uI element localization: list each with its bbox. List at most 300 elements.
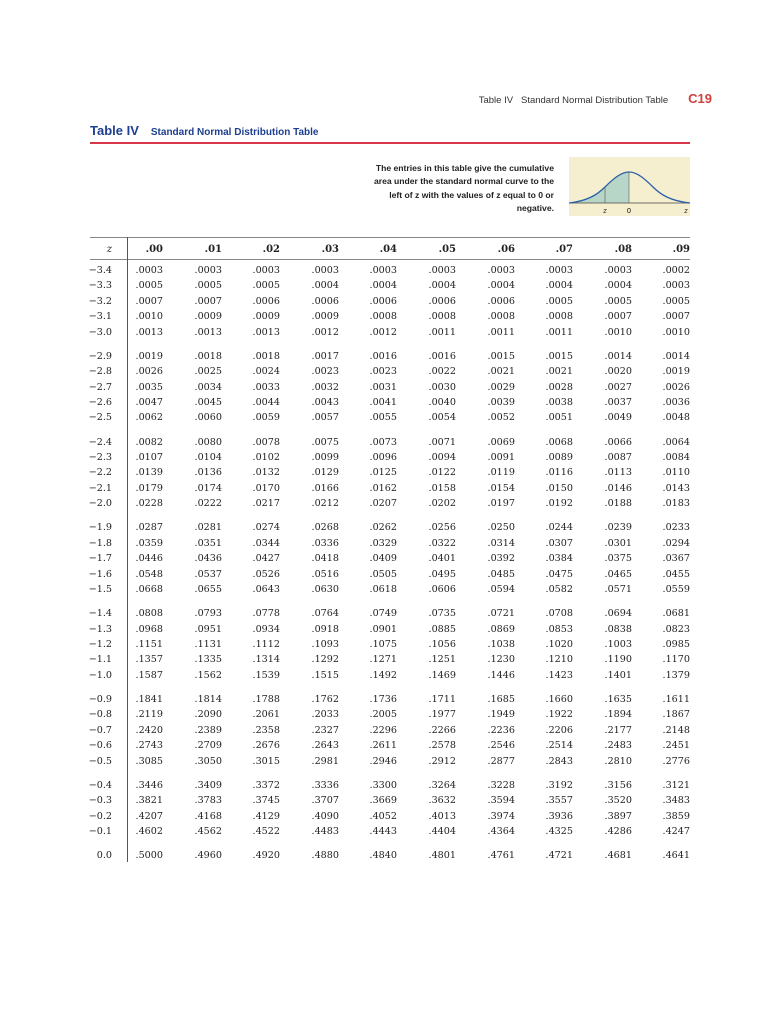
table-cell: .2420 xyxy=(135,724,163,736)
table-cell: .3707 xyxy=(311,795,339,807)
table-cell: .0132 xyxy=(252,467,280,479)
table-cell: .0075 xyxy=(311,436,339,448)
table-cell: .3264 xyxy=(428,779,456,791)
table-cell: .0329 xyxy=(369,537,397,549)
table-cell: .0026 xyxy=(662,381,690,393)
table-cell: .1711 xyxy=(428,694,456,705)
table-cell: .0104 xyxy=(194,452,222,463)
table-cell: .0537 xyxy=(194,568,222,580)
table-description: The entries in this table give the cumulative area under the standard normal curve to the left of z with the values of z equal to 0 or negative. xyxy=(373,163,554,213)
table-cell: .0359 xyxy=(135,537,163,549)
table-cell: .0059 xyxy=(252,412,280,424)
table-cell: .1635 xyxy=(604,694,632,705)
table-cell: .4761 xyxy=(487,850,515,862)
z-value-cell: −0.2 xyxy=(88,810,112,822)
z-value-cell: −2.7 xyxy=(88,381,112,393)
table-cell: .0162 xyxy=(369,482,397,494)
table-cell: .1894 xyxy=(604,709,632,721)
normal-curve-graphic xyxy=(569,157,690,216)
table-cell: .2327 xyxy=(311,724,339,736)
table-cell: .0392 xyxy=(487,553,515,565)
z-value-cell: 0.0 xyxy=(96,850,112,862)
table-cell: .5000 xyxy=(135,850,163,862)
running-head-text: Table IV Standard Normal Distribution Table xyxy=(478,95,669,106)
table-cell: .0455 xyxy=(662,568,690,580)
table-cell: .2877 xyxy=(487,755,515,767)
table-cell: .2266 xyxy=(428,724,456,736)
table-cell: .2061 xyxy=(252,709,280,721)
table-cell: .0030 xyxy=(428,381,456,393)
table-cell: .0301 xyxy=(604,537,632,549)
table-cell: .4880 xyxy=(311,850,339,862)
table-cell: .0166 xyxy=(311,482,339,494)
table-cell: .3557 xyxy=(545,795,573,807)
table-cell: .4247 xyxy=(662,826,690,837)
table-cell: .0110 xyxy=(662,467,690,479)
table-cell: .3936 xyxy=(545,810,573,822)
table-cell: .0003 xyxy=(428,265,456,276)
title-rule xyxy=(90,142,690,144)
table-cell: .0239 xyxy=(604,522,632,534)
table-cell: .0150 xyxy=(545,482,573,494)
table-cell: .4325 xyxy=(545,826,573,837)
table-cell: .0051 xyxy=(545,412,573,424)
column-header: .00 xyxy=(145,244,163,255)
table-cell: .1335 xyxy=(194,654,222,666)
table-cell: .0014 xyxy=(604,350,632,362)
table-cell: .3821 xyxy=(135,795,163,807)
table-cell: .0207 xyxy=(369,498,397,510)
table-cell: .0003 xyxy=(194,265,222,276)
table-cell: .0287 xyxy=(135,522,163,534)
table-cell: .3859 xyxy=(662,810,690,822)
table-cell: .0655 xyxy=(194,584,222,595)
table-cell: .4090 xyxy=(311,810,339,822)
table-cell: .1170 xyxy=(662,654,690,666)
table-cell: .0885 xyxy=(428,623,456,635)
table-cell: .1611 xyxy=(662,694,690,705)
table-cell: .0010 xyxy=(135,311,163,323)
table-cell: .0078 xyxy=(252,436,280,448)
table-cell: .0005 xyxy=(545,295,573,307)
table-cell: .2743 xyxy=(135,740,163,752)
table-cell: .0039 xyxy=(487,397,515,408)
z-value-cell: −1.1 xyxy=(88,654,112,666)
table-cell: .0066 xyxy=(604,436,632,448)
table-cell: .0008 xyxy=(369,311,397,323)
table-cell: .0031 xyxy=(369,381,397,393)
table-cell: .1292 xyxy=(311,654,339,666)
table-cell: .0571 xyxy=(604,584,632,595)
z-value-cell: −3.0 xyxy=(88,326,112,338)
table-cell: .0004 xyxy=(604,280,632,292)
table-cell: .3228 xyxy=(487,779,515,791)
table-cell: .0375 xyxy=(604,553,632,565)
table-cell: .0006 xyxy=(311,295,339,307)
table-cell: .0055 xyxy=(369,412,397,424)
table-cell: .0021 xyxy=(487,366,515,378)
table-cell: .0096 xyxy=(369,452,397,463)
table-cell: .3594 xyxy=(487,795,515,807)
table-cell: .0418 xyxy=(311,553,339,565)
table-cell: .0082 xyxy=(135,436,163,448)
table-cell: .0951 xyxy=(194,623,222,635)
table-cell: .4522 xyxy=(252,826,280,837)
column-header: .02 xyxy=(262,244,280,255)
table-cell: .0029 xyxy=(487,381,515,393)
table-cell: .1539 xyxy=(252,669,280,681)
z-value-cell: −1.9 xyxy=(88,522,112,534)
table-cell: .0113 xyxy=(604,467,632,479)
table-title xyxy=(90,123,319,138)
table-cell: .2946 xyxy=(369,755,397,767)
table-cell: .0367 xyxy=(662,553,690,565)
table-cell: .0026 xyxy=(135,366,163,378)
table-cell: .0073 xyxy=(369,436,397,448)
table-cell: .4960 xyxy=(194,850,222,862)
table-cell: .0017 xyxy=(311,350,339,362)
table-cell: .0047 xyxy=(135,397,163,408)
z-value-cell: −1.3 xyxy=(88,623,112,635)
table-cell: .0146 xyxy=(604,482,632,494)
table-cell: .0735 xyxy=(428,608,456,620)
table-cell: .0005 xyxy=(604,295,632,307)
table-cell: .0336 xyxy=(311,537,339,549)
table-cell: .0018 xyxy=(194,350,222,362)
table-cell: .0250 xyxy=(487,522,515,534)
table-cell: .0012 xyxy=(311,326,339,338)
table-cell: .0033 xyxy=(252,381,280,393)
table-cell: .0838 xyxy=(604,623,632,635)
z-value-cell: −2.3 xyxy=(88,452,112,463)
table-cell: .0060 xyxy=(194,412,222,424)
table-cell: .0122 xyxy=(428,467,456,479)
table-cell: .0015 xyxy=(487,350,515,362)
table-cell: .0694 xyxy=(604,608,632,620)
table-cell: .1562 xyxy=(194,669,222,681)
table-cell: .2643 xyxy=(311,740,339,752)
table-cell: .3050 xyxy=(194,755,222,767)
table-cell: .3015 xyxy=(252,755,280,767)
table-cell: .0643 xyxy=(252,584,280,595)
table-cell: .1685 xyxy=(487,694,515,705)
table-cell: .0107 xyxy=(135,452,163,463)
table-cell: .0016 xyxy=(369,350,397,362)
table-cell: .0038 xyxy=(545,397,573,408)
table-cell: .0003 xyxy=(487,265,515,276)
table-name: Standard Normal Distribution Table xyxy=(150,127,319,138)
z-value-cell: −1.6 xyxy=(88,568,112,580)
z-value-cell: −1.8 xyxy=(88,537,112,549)
table-cell: .0668 xyxy=(135,584,163,595)
table-cell: .0143 xyxy=(662,482,690,494)
z-value-cell: −1.4 xyxy=(88,608,112,620)
table-cell: .0037 xyxy=(604,397,632,408)
table-cell: .2843 xyxy=(545,755,573,767)
table-cell: .0028 xyxy=(545,381,573,393)
z-value-cell: −2.5 xyxy=(88,412,112,424)
table-cell: .0256 xyxy=(428,522,456,534)
table-cell: .0071 xyxy=(428,436,456,448)
table-cell: .2451 xyxy=(662,740,690,752)
table-cell: .2981 xyxy=(311,755,339,767)
table-cell: .0010 xyxy=(604,326,632,338)
table-cell: .0041 xyxy=(369,397,397,408)
table-cell: .3156 xyxy=(604,779,632,791)
table-cell: .0014 xyxy=(662,350,690,362)
table-cell: .0091 xyxy=(487,452,515,463)
table-cell: .0004 xyxy=(311,280,339,292)
table-cell: .1469 xyxy=(428,669,456,681)
z-value-cell: −1.2 xyxy=(88,639,112,650)
table-cell: .1093 xyxy=(311,639,339,650)
table-cell: .3974 xyxy=(487,810,515,822)
z-value-cell: −0.5 xyxy=(88,755,112,767)
z-value-cell: −2.1 xyxy=(88,482,112,494)
table-cell: .0197 xyxy=(487,498,515,510)
table-cell: .0004 xyxy=(487,280,515,292)
table-cell: .0048 xyxy=(662,412,690,424)
table-cell: .0011 xyxy=(428,326,456,338)
table-cell: .2483 xyxy=(604,740,632,752)
table-cell: .0136 xyxy=(194,467,222,479)
table-cell: .3483 xyxy=(662,795,690,807)
table-cell: .0749 xyxy=(369,608,397,620)
column-header: .06 xyxy=(497,244,515,255)
table-cell: .0174 xyxy=(194,482,222,494)
table-cell: .0409 xyxy=(369,553,397,565)
table-cell: .2148 xyxy=(662,724,690,736)
table-cell: .0119 xyxy=(487,467,515,479)
table-cell: .3632 xyxy=(428,795,456,807)
table-cell: .0314 xyxy=(487,537,515,549)
table-cell: .0062 xyxy=(135,412,163,424)
table-cell: .0040 xyxy=(428,397,456,408)
table-cell: .0015 xyxy=(545,350,573,362)
table-cell: .2005 xyxy=(369,709,397,721)
table-cell: .1151 xyxy=(135,639,163,650)
table-cell: .1515 xyxy=(311,669,339,681)
table-cell: .0202 xyxy=(428,498,456,510)
z-value-cell: −0.6 xyxy=(88,740,112,752)
table-cell: .2236 xyxy=(487,724,515,736)
table-cell: .0021 xyxy=(545,366,573,378)
z-value-cell: −1.7 xyxy=(88,553,112,565)
table-cell: .0869 xyxy=(487,623,515,635)
table-cell: .0043 xyxy=(311,397,339,408)
table-cell: .0606 xyxy=(428,584,456,595)
table-cell: .0401 xyxy=(428,553,456,565)
column-header: .08 xyxy=(614,244,632,255)
table-cell: .0985 xyxy=(662,639,690,650)
table-cell: .0052 xyxy=(487,412,515,424)
table-cell: .3372 xyxy=(252,779,280,791)
table-cell: .1977 xyxy=(428,709,456,721)
table-cell: .1112 xyxy=(252,639,280,650)
table-cell: .1788 xyxy=(252,694,280,705)
table-cell: .0057 xyxy=(311,412,339,424)
table-cell: .0003 xyxy=(135,265,163,276)
table-cell: .0035 xyxy=(135,381,163,393)
table-cell: .0485 xyxy=(487,568,515,580)
table-cell: .2709 xyxy=(194,740,222,752)
table-cell: .2119 xyxy=(135,709,163,721)
figure-axis-z-label: z xyxy=(684,207,688,215)
table-cell: .3085 xyxy=(135,755,163,767)
table-cell: .0019 xyxy=(662,366,690,378)
table-cell: .0808 xyxy=(135,608,163,620)
table-cell: .3336 xyxy=(311,779,339,791)
figure-zero-label: 0 xyxy=(627,208,631,215)
table-cell: .1020 xyxy=(545,639,573,650)
table-cell: .2177 xyxy=(604,724,632,736)
table-cell: .0089 xyxy=(545,452,573,463)
table-cell: .0721 xyxy=(487,608,515,620)
table-cell: .0244 xyxy=(545,522,573,534)
table-cell: .0018 xyxy=(252,350,280,362)
table-cell: .1357 xyxy=(135,654,163,666)
table-cell: .0351 xyxy=(194,537,222,549)
table-cell: .3520 xyxy=(604,795,632,807)
table-cell: .0094 xyxy=(428,452,456,463)
z-column-header: z xyxy=(106,244,112,255)
table-cell: .0262 xyxy=(369,522,397,534)
table-cell: .0217 xyxy=(252,498,280,510)
z-value-cell: −0.8 xyxy=(88,709,112,721)
table-cell: .1075 xyxy=(369,639,397,650)
table-cell: .0475 xyxy=(545,568,573,580)
table-cell: .4404 xyxy=(428,826,456,837)
table-cell: .0005 xyxy=(194,280,222,292)
table-cell: .0008 xyxy=(428,311,456,323)
table-cell: .0901 xyxy=(369,623,397,635)
table-cell: .0594 xyxy=(487,584,515,595)
table-cell: .0019 xyxy=(135,350,163,362)
table-cell: .0023 xyxy=(311,366,339,378)
table-cell: .2546 xyxy=(487,740,515,752)
table-cell: .0384 xyxy=(545,553,573,565)
table-cell: .0009 xyxy=(194,311,222,323)
table-cell: .4920 xyxy=(252,850,280,862)
table-cell: .0003 xyxy=(545,265,573,276)
table-cell: .0505 xyxy=(369,568,397,580)
table-cell: .1379 xyxy=(662,669,690,681)
table-cell: .3300 xyxy=(369,779,397,791)
table-cell: .2810 xyxy=(604,755,632,767)
z-value-cell: −2.4 xyxy=(88,436,112,448)
table-cell: .0005 xyxy=(662,295,690,307)
table-cell: .2090 xyxy=(194,709,222,721)
figure-z-label: z xyxy=(603,207,607,215)
table-cell: .4483 xyxy=(311,826,339,837)
table-cell: .2389 xyxy=(194,724,222,736)
table-cell: .2611 xyxy=(369,740,397,752)
table-cell: .1251 xyxy=(428,654,456,666)
z-value-cell: −2.2 xyxy=(88,467,112,479)
table-cell: .0009 xyxy=(252,311,280,323)
table-cell: .0008 xyxy=(487,311,515,323)
table-cell: .4641 xyxy=(662,850,690,862)
table-cell: .0125 xyxy=(369,467,397,479)
table-cell: .0005 xyxy=(252,280,280,292)
z-value-cell: −0.4 xyxy=(88,779,112,791)
table-cell: .0154 xyxy=(487,482,515,494)
table-cell: .0139 xyxy=(135,467,163,479)
table-cell: .1210 xyxy=(545,654,573,666)
table-cell: .0003 xyxy=(662,280,690,292)
column-header: .07 xyxy=(555,244,573,255)
table-cell: .0618 xyxy=(369,584,397,595)
table-cell: .1401 xyxy=(604,669,632,681)
table-cell: .0918 xyxy=(311,623,339,635)
table-cell: .1922 xyxy=(545,709,573,721)
table-cell: .4602 xyxy=(135,826,163,837)
table-cell: .4801 xyxy=(428,850,456,862)
table-cell: .0007 xyxy=(662,311,690,323)
table-cell: .0013 xyxy=(194,326,222,338)
table-cell: .0006 xyxy=(428,295,456,307)
table-cell: .4286 xyxy=(604,826,632,837)
z-value-cell: −0.3 xyxy=(88,795,112,807)
table-cell: .0007 xyxy=(194,295,222,307)
table-cell: .0064 xyxy=(662,436,690,448)
column-header: .05 xyxy=(438,244,456,255)
table-cell: .2206 xyxy=(545,724,573,736)
table-cell: .0582 xyxy=(545,584,573,595)
table-cell: .3192 xyxy=(545,779,573,791)
table-cell: .4013 xyxy=(428,810,456,822)
z-value-cell: −1.0 xyxy=(88,669,112,681)
table-cell: .0548 xyxy=(135,568,163,580)
table-cell: .4129 xyxy=(252,810,280,822)
table-cell: .0129 xyxy=(311,467,339,479)
table-cell: .0034 xyxy=(194,381,222,393)
table-cell: .0274 xyxy=(252,522,280,534)
table-cell: .1736 xyxy=(369,694,397,705)
table-cell: .0495 xyxy=(428,568,456,580)
table-cell: .3446 xyxy=(135,779,163,791)
column-header: .09 xyxy=(672,244,690,255)
table-cell: .1660 xyxy=(545,694,573,705)
table-cell: .1814 xyxy=(194,694,222,705)
table-cell: .0307 xyxy=(545,537,573,549)
table-cell: .2296 xyxy=(369,724,397,736)
table-cell: .0024 xyxy=(252,366,280,378)
table-cell: .0069 xyxy=(487,436,515,448)
table-cell: .1492 xyxy=(369,669,397,681)
z-value-cell: −3.3 xyxy=(88,280,112,292)
table-cell: .1423 xyxy=(545,669,573,681)
table-cell: .0778 xyxy=(252,608,280,620)
table-cell: .0003 xyxy=(369,265,397,276)
table-cell: .3783 xyxy=(194,795,222,807)
table-cell: .4168 xyxy=(194,810,222,822)
table-cell: .0681 xyxy=(662,608,690,620)
table-cell: .1841 xyxy=(135,694,163,705)
table-cell: .0526 xyxy=(252,568,280,580)
table-cell: .0281 xyxy=(194,522,222,534)
table-cell: .0102 xyxy=(252,452,280,463)
table-cell: .0228 xyxy=(135,498,163,510)
table-cell: .1587 xyxy=(135,669,163,681)
table-cell: .3897 xyxy=(604,810,632,822)
table-cell: .0222 xyxy=(194,498,222,510)
table-cell: .1038 xyxy=(487,639,515,650)
shaded-area xyxy=(569,172,629,203)
table-cell: .0013 xyxy=(252,326,280,338)
table-cell: .4052 xyxy=(369,810,397,822)
table-cell: .4721 xyxy=(545,850,573,862)
